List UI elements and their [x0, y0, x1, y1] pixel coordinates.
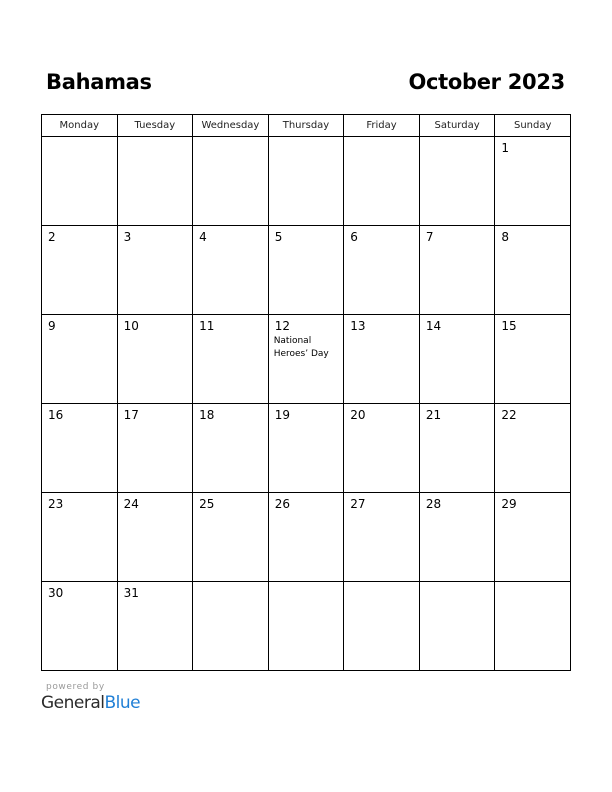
day-number: 25	[199, 497, 215, 511]
weekday-header: Saturday	[419, 115, 495, 137]
weekday-header: Wednesday	[193, 115, 269, 137]
day-cell	[193, 493, 269, 582]
day-cell	[117, 137, 193, 226]
day-cell	[193, 582, 269, 671]
holiday-label: National Heroes’ Day	[273, 336, 329, 359]
week-row	[42, 137, 571, 226]
day-cell	[268, 404, 344, 493]
day-cell	[419, 315, 495, 404]
day-number: 27	[350, 497, 366, 511]
day-number: 12	[274, 319, 290, 333]
day-number: 1	[501, 141, 510, 155]
day-cell	[344, 137, 420, 226]
day-cell	[268, 493, 344, 582]
day-cell	[495, 404, 571, 493]
day-number: 2	[48, 230, 56, 244]
weekday-header: Tuesday	[117, 115, 193, 137]
day-number: 10	[123, 319, 139, 333]
week-row	[42, 404, 571, 493]
powered-by-text: powered by	[46, 682, 105, 692]
day-number: 4	[199, 230, 207, 244]
day-cell	[42, 137, 118, 226]
day-cell	[117, 404, 193, 493]
weekday-header: Thursday	[268, 115, 344, 137]
day-number: 13	[350, 319, 366, 333]
day-number: 7	[425, 230, 434, 244]
day-number: 11	[199, 319, 215, 333]
week-row	[42, 315, 571, 404]
day-cell	[117, 582, 193, 671]
day-number: 21	[425, 408, 442, 422]
day-number: 29	[501, 497, 517, 511]
brand-general: General	[41, 693, 105, 713]
day-cell	[117, 315, 193, 404]
day-cell	[495, 493, 571, 582]
day-cell	[193, 404, 269, 493]
day-cell	[268, 315, 344, 404]
day-number: 18	[199, 408, 215, 422]
brand-blue: Blue	[104, 693, 141, 713]
day-cell	[419, 226, 495, 315]
weekday-header-row	[42, 115, 571, 137]
day-cell	[344, 582, 420, 671]
day-number: 6	[350, 230, 358, 244]
day-number: 24	[123, 497, 139, 511]
day-number: 17	[123, 408, 139, 422]
day-number: 14	[425, 319, 442, 333]
day-number: 8	[501, 230, 510, 244]
day-cell	[193, 137, 269, 226]
day-cell	[268, 226, 344, 315]
day-cell	[193, 226, 269, 315]
day-cell	[419, 404, 495, 493]
day-cell	[42, 582, 118, 671]
country-title: Bahamas	[46, 70, 152, 94]
day-number: 3	[123, 230, 132, 244]
day-cell	[495, 315, 571, 404]
day-cell	[495, 137, 571, 226]
day-cell	[344, 404, 420, 493]
day-number: 30	[48, 586, 64, 600]
day-cell	[193, 315, 269, 404]
weekday-header: Monday	[42, 115, 118, 137]
day-cell	[495, 226, 571, 315]
day-number: 26	[274, 497, 290, 511]
day-number: 28	[425, 497, 442, 511]
week-row	[42, 226, 571, 315]
day-cell	[419, 493, 495, 582]
day-cell	[117, 493, 193, 582]
day-number: 23	[48, 497, 64, 511]
day-number: 5	[274, 230, 283, 244]
week-row	[42, 493, 571, 582]
day-number: 19	[274, 408, 290, 422]
day-cell	[495, 582, 571, 671]
calendar-grid	[41, 114, 571, 671]
day-cell	[42, 493, 118, 582]
generalblue-logo[interactable]	[41, 693, 140, 713]
day-number: 20	[350, 408, 366, 422]
day-cell	[117, 226, 193, 315]
weekday-header: Friday	[344, 115, 420, 137]
day-number: 15	[501, 319, 517, 333]
day-cell	[344, 315, 420, 404]
day-number: 16	[48, 408, 64, 422]
day-cell	[42, 226, 118, 315]
day-cell	[419, 137, 495, 226]
day-number: 9	[48, 319, 56, 333]
day-cell	[268, 137, 344, 226]
week-row	[42, 582, 571, 671]
day-number: 22	[501, 408, 517, 422]
month-title: October 2023	[408, 70, 565, 94]
day-cell	[268, 582, 344, 671]
day-cell	[344, 493, 420, 582]
day-number: 31	[123, 586, 139, 600]
day-cell	[419, 582, 495, 671]
weekday-header: Sunday	[495, 115, 571, 137]
day-cell	[42, 404, 118, 493]
day-cell	[42, 315, 118, 404]
day-cell	[344, 226, 420, 315]
